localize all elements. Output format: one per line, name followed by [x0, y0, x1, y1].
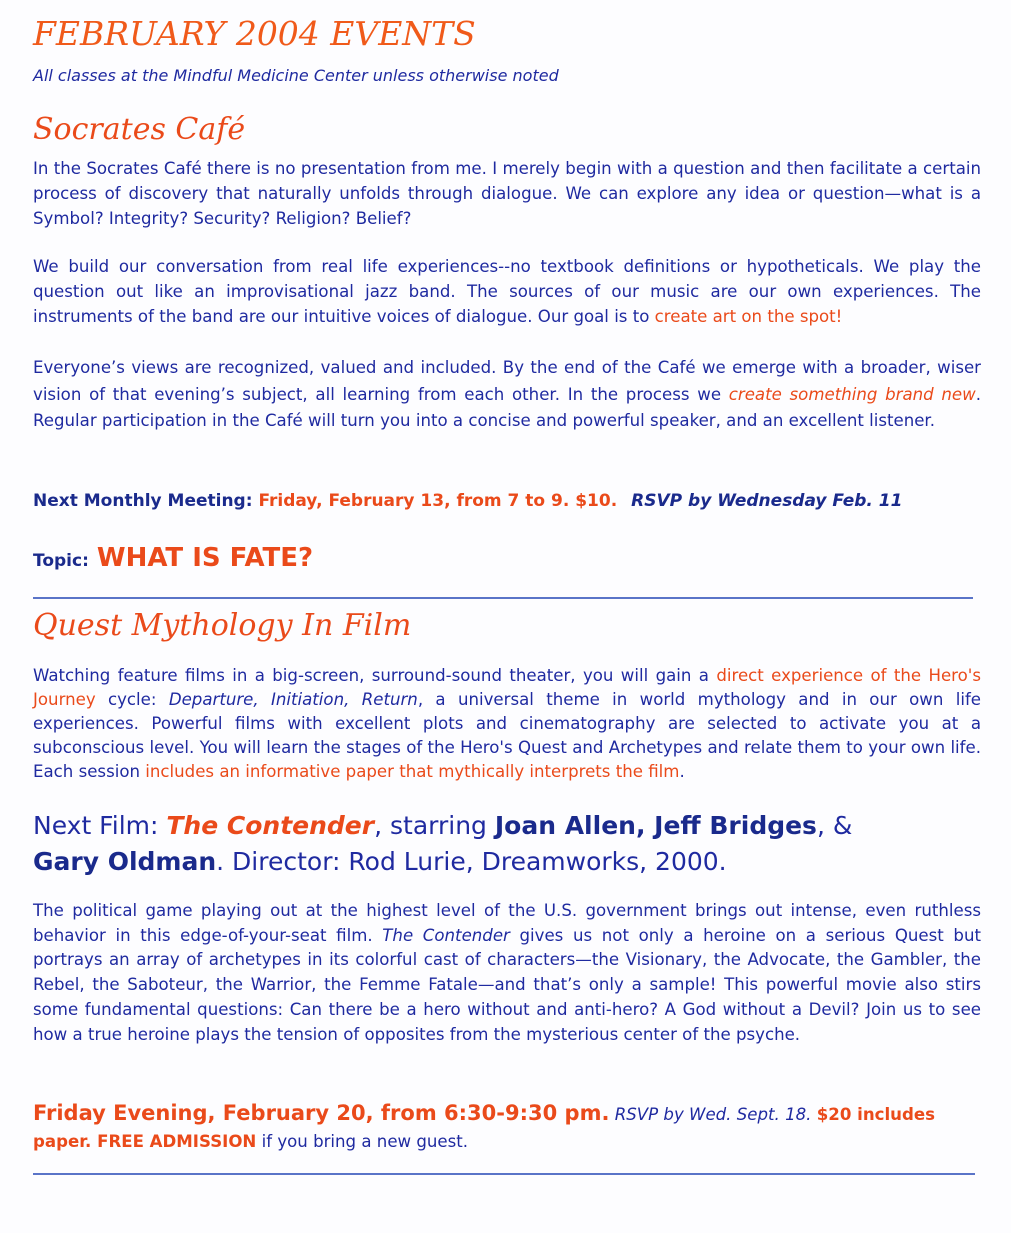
- section-divider: [33, 597, 973, 599]
- socrates-p3-highlight: create something brand new: [728, 384, 976, 404]
- film-director: . Director: Rod Lurie, Dreamworks, 2000.: [216, 847, 727, 876]
- friday-evening-line: [33, 1100, 981, 1155]
- socrates-paragraph-2: [33, 254, 981, 329]
- socrates-heading: Socrates Café: [33, 112, 246, 147]
- topic-label: Topic:: [33, 551, 89, 571]
- quest-p2-italic: The Contender: [382, 925, 510, 945]
- socrates-p3-text-b: . Regular participation in the Café will turn you into a concise and powerful speaker, and an excellent listener.: [33, 384, 981, 430]
- film-mid: , starring: [374, 811, 495, 840]
- quest-p1-highlight-2: includes an informative paper that mythically interprets the film: [145, 762, 680, 781]
- friday-tail: if you bring a new guest.: [256, 1132, 469, 1151]
- film-prefix: Next Film:: [33, 811, 167, 840]
- meeting-when: Friday, February 13, from 7 to 9. $10.: [258, 491, 618, 511]
- quest-p2-a: The political game playing out at the highest level of the U.S. government brings out intense, even ruthless behavior in this edge-of-your-seat film.: [33, 901, 981, 945]
- quest-paragraph-2: [33, 899, 981, 1047]
- meeting-label: Next Monthly Meeting:: [33, 491, 259, 511]
- bottom-divider: [33, 1173, 975, 1175]
- film-title: The Contender: [166, 811, 375, 840]
- quest-p1-a: Watching feature films in a big-screen, surround-sound theater, you will gain a: [33, 666, 717, 685]
- quest-p1-c: , a universal theme in world mythology and in our own life experiences. Powerful films with excellent plots and cinematography are selected to activate you at a subconscious level. You will learn the stages of the Hero's Quest and Archetypes and relate them to your own life. Each session: [33, 690, 982, 781]
- socrates-p2-highlight: create art on the spot!: [654, 307, 843, 326]
- quest-p2-b: gives us not only a heroine on a serious Quest but portrays an array of archetypes in its colorful cast of characters—the Visionary, the Advocate, the Gambler, the Rebel, the Saboteur, the Warrior, the Femme Fatale—and that’s only a sample! This powerful movie also stirs some fundamental questions: Can there be a hero without and anti-hero? A God without a Devil? Join us to see how a true heroine plays the tension of opposites from the mysterious center of the psyche.: [33, 925, 981, 1044]
- page-title: FEBRUARY 2004 EVENTS: [33, 14, 476, 53]
- topic-value: WHAT IS FATE?: [96, 543, 314, 573]
- quest-p1-d: .: [679, 762, 685, 781]
- meeting-rsvp: RSVP by Wednesday Feb. 11: [631, 491, 903, 511]
- friday-rsvp: RSVP by Wed. Sept. 18.: [609, 1105, 817, 1124]
- socrates-p2-text: We build our conversation from real life experiences--no textbook definitions or hypotheticals. We play the question out like an improvisational jazz band. The sources of our music are our own experiences. The instruments of the band are our intuitive voices of dialogue. Our goal is to: [33, 257, 981, 326]
- quest-p1-italic: Departure, Initiation, Return: [168, 690, 418, 709]
- film-stars-2: Gary Oldman: [33, 847, 217, 876]
- quest-heading: Quest Mythology In Film: [33, 608, 412, 643]
- quest-paragraph-1: [33, 664, 981, 784]
- socrates-paragraph-3: [33, 355, 981, 435]
- socrates-p3-text-a: Everyone’s views are recognized, valued and included. By the end of the Café we emerge with a broader, wiser vision of that evening’s subject, all learning from each other. In the process we: [33, 358, 981, 404]
- quest-p1-highlight-1: direct experience of the Hero's Journey: [33, 666, 981, 709]
- next-meeting-line: [33, 491, 902, 511]
- friday-big: Friday Evening, February 20, from 6:30-9:30 pm.: [33, 1101, 610, 1125]
- quest-p1-b: cycle:: [95, 690, 169, 709]
- page-subtitle: All classes at the Mindful Medicine Center unless otherwise noted: [33, 66, 559, 85]
- friday-free: FREE ADMISSION: [91, 1132, 257, 1151]
- topic-line: [33, 543, 313, 573]
- friday-price: $20 includes paper.: [33, 1105, 935, 1151]
- film-stars-1: Joan Allen, Jeff Bridges: [494, 811, 817, 840]
- socrates-paragraph-1: In the Socrates Café there is no presentation from me. I merely begin with a question and then facilitate a certain process of discovery that naturally unfolds through dialogue. We can explore any idea or question—what is a Symbol? Integrity? Security? Religion? Belief?: [33, 159, 981, 228]
- next-film-line: [33, 808, 981, 880]
- film-amp: , &: [816, 811, 853, 840]
